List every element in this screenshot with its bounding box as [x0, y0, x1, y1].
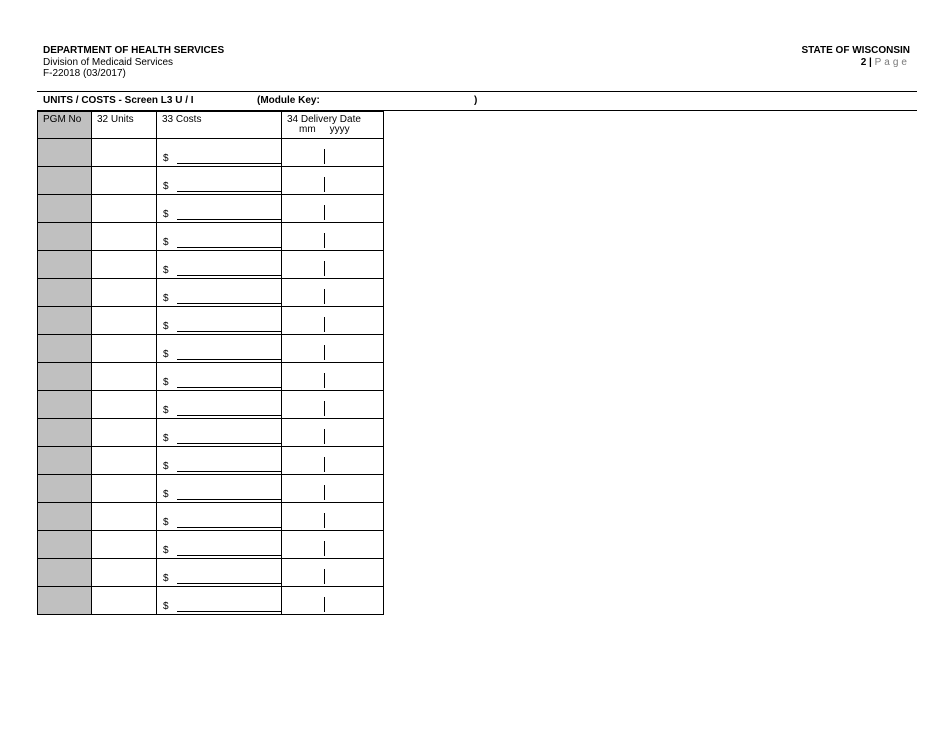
table-row: [38, 307, 384, 335]
pgm-no-cell[interactable]: [38, 531, 92, 559]
costs-header: 33 Costs: [157, 112, 282, 139]
table-row: [38, 223, 384, 251]
cost-underline: [177, 303, 281, 304]
table-row: [38, 531, 384, 559]
costs-cell[interactable]: [157, 335, 282, 363]
date-divider: [324, 261, 325, 276]
date-divider: [324, 149, 325, 164]
pgm-no-cell[interactable]: [38, 559, 92, 587]
units-cell[interactable]: [92, 223, 157, 251]
pgm-no-cell[interactable]: [38, 475, 92, 503]
costs-cell[interactable]: [157, 251, 282, 279]
table-row: [38, 587, 384, 615]
pgm-no-cell[interactable]: [38, 139, 92, 167]
page-word: Page: [874, 57, 910, 68]
units-costs-table: [37, 111, 384, 615]
page-indicator: [801, 57, 910, 69]
dollar-sign: $: [163, 181, 169, 192]
date-divider: [324, 485, 325, 500]
table-row: [38, 335, 384, 363]
costs-cell[interactable]: [157, 139, 282, 167]
costs-cell[interactable]: [157, 363, 282, 391]
cost-underline: [177, 555, 281, 556]
delivery-date-cell[interactable]: [282, 139, 384, 167]
delivery-date-cell[interactable]: [282, 223, 384, 251]
units-cell[interactable]: [92, 447, 157, 475]
mm-label: mm: [299, 124, 316, 135]
dollar-sign: $: [163, 321, 169, 332]
costs-cell[interactable]: [157, 223, 282, 251]
table-row: [38, 391, 384, 419]
costs-cell[interactable]: [157, 419, 282, 447]
table-row: [38, 475, 384, 503]
pgm-no-cell[interactable]: [38, 447, 92, 475]
delivery-date-cell[interactable]: [282, 475, 384, 503]
delivery-date-cell[interactable]: [282, 391, 384, 419]
units-cell[interactable]: [92, 195, 157, 223]
units-cell[interactable]: [92, 363, 157, 391]
costs-cell[interactable]: [157, 503, 282, 531]
delivery-date-cell[interactable]: [282, 503, 384, 531]
cost-underline: [177, 219, 281, 220]
costs-cell[interactable]: [157, 307, 282, 335]
dollar-sign: $: [163, 349, 169, 360]
form-header-right: [801, 45, 910, 69]
delivery-date-header: [282, 112, 384, 139]
dollar-sign: $: [163, 433, 169, 444]
pgm-no-cell[interactable]: [38, 363, 92, 391]
yyyy-label: yyyy: [329, 124, 350, 135]
dollar-sign: $: [163, 545, 169, 556]
pgm-no-cell[interactable]: [38, 391, 92, 419]
date-divider: [324, 597, 325, 612]
cost-underline: [177, 387, 281, 388]
units-cell[interactable]: [92, 279, 157, 307]
cost-underline: [177, 583, 281, 584]
dollar-sign: $: [163, 405, 169, 416]
form-header-left: [43, 45, 224, 80]
costs-cell[interactable]: [157, 559, 282, 587]
dollar-sign: $: [163, 461, 169, 472]
cost-underline: [177, 331, 281, 332]
units-cell[interactable]: [92, 307, 157, 335]
delivery-date-cell[interactable]: [282, 419, 384, 447]
module-key-close: ): [474, 95, 478, 106]
dollar-sign: $: [163, 153, 169, 164]
date-divider: [324, 205, 325, 220]
delivery-date-cell[interactable]: [282, 363, 384, 391]
units-cell[interactable]: [92, 391, 157, 419]
costs-cell[interactable]: [157, 391, 282, 419]
dollar-sign: $: [163, 601, 169, 612]
pgm-no-cell[interactable]: [38, 195, 92, 223]
table-header-row: [38, 112, 384, 139]
section-top-rule: [37, 91, 917, 92]
units-cell[interactable]: [92, 475, 157, 503]
pgm-no-cell[interactable]: [38, 279, 92, 307]
delivery-date-cell[interactable]: [282, 167, 384, 195]
table-row: [38, 363, 384, 391]
cost-underline: [177, 443, 281, 444]
pgm-no-cell[interactable]: [38, 335, 92, 363]
date-divider: [324, 457, 325, 472]
table-row: [38, 167, 384, 195]
dollar-sign: $: [163, 293, 169, 304]
delivery-date-cell[interactable]: [282, 251, 384, 279]
costs-cell[interactable]: [157, 279, 282, 307]
table-row: [38, 447, 384, 475]
pgm-no-cell[interactable]: [38, 167, 92, 195]
delivery-date-cell[interactable]: [282, 559, 384, 587]
table-row: [38, 559, 384, 587]
costs-cell[interactable]: [157, 587, 282, 615]
pgm-no-cell[interactable]: [38, 587, 92, 615]
dollar-sign: $: [163, 237, 169, 248]
delivery-date-cell[interactable]: [282, 335, 384, 363]
date-divider: [324, 401, 325, 416]
date-divider: [324, 233, 325, 248]
units-cell[interactable]: [92, 419, 157, 447]
date-divider: [324, 569, 325, 584]
units-cell[interactable]: [92, 503, 157, 531]
department-name: DEPARTMENT OF HEALTH SERVICES: [43, 45, 225, 56]
module-key-label: (Module Key:: [257, 95, 320, 106]
cost-underline: [177, 527, 281, 528]
cost-underline: [177, 415, 281, 416]
dollar-sign: $: [163, 573, 169, 584]
costs-cell[interactable]: [157, 167, 282, 195]
units-cell[interactable]: [92, 559, 157, 587]
cost-underline: [177, 611, 281, 612]
division-name: Division of Medicaid Services: [43, 56, 174, 68]
delivery-date-label: 34 Delivery Date: [287, 114, 361, 125]
pgm-no-cell[interactable]: [38, 419, 92, 447]
cost-underline: [177, 247, 281, 248]
form-id: F-22018 (03/2017): [43, 68, 126, 79]
date-divider: [324, 177, 325, 192]
cost-underline: [177, 471, 281, 472]
table-row: [38, 139, 384, 167]
state-name: STATE OF WISCONSIN: [801, 45, 910, 56]
table-row: [38, 419, 384, 447]
table-row: [38, 279, 384, 307]
page-separator: |: [869, 57, 872, 68]
cost-underline: [177, 191, 281, 192]
costs-cell[interactable]: [157, 195, 282, 223]
pgm-no-header: PGM No: [38, 112, 92, 139]
dollar-sign: $: [163, 209, 169, 220]
table-row: [38, 503, 384, 531]
delivery-date-cell[interactable]: [282, 447, 384, 475]
delivery-date-cell[interactable]: [282, 307, 384, 335]
cost-underline: [177, 163, 281, 164]
section-title: UNITS / COSTS - Screen L3 U / I: [43, 95, 194, 106]
delivery-date-cell[interactable]: [282, 195, 384, 223]
units-cell[interactable]: [92, 531, 157, 559]
dollar-sign: $: [163, 517, 169, 528]
date-divider: [324, 289, 325, 304]
delivery-date-cell[interactable]: [282, 279, 384, 307]
dollar-sign: $: [163, 489, 169, 500]
table-row: [38, 195, 384, 223]
units-header: 32 Units: [92, 112, 157, 139]
dollar-sign: $: [163, 377, 169, 388]
pgm-no-cell[interactable]: [38, 307, 92, 335]
date-divider: [324, 541, 325, 556]
cost-underline: [177, 359, 281, 360]
costs-cell[interactable]: [157, 475, 282, 503]
units-cell[interactable]: [92, 251, 157, 279]
units-cell[interactable]: [92, 167, 157, 195]
date-divider: [324, 429, 325, 444]
delivery-date-cell[interactable]: [282, 587, 384, 615]
pgm-no-cell[interactable]: [38, 223, 92, 251]
dollar-sign: $: [163, 265, 169, 276]
cost-underline: [177, 275, 281, 276]
costs-cell[interactable]: [157, 531, 282, 559]
units-cell[interactable]: [92, 139, 157, 167]
page-number: 2: [860, 57, 867, 68]
costs-cell[interactable]: [157, 447, 282, 475]
date-divider: [324, 373, 325, 388]
pgm-no-cell[interactable]: [38, 503, 92, 531]
date-divider: [324, 317, 325, 332]
table-row: [38, 251, 384, 279]
pgm-no-cell[interactable]: [38, 251, 92, 279]
units-cell[interactable]: [92, 587, 157, 615]
units-cell[interactable]: [92, 335, 157, 363]
cost-underline: [177, 499, 281, 500]
date-divider: [324, 345, 325, 360]
delivery-date-cell[interactable]: [282, 531, 384, 559]
date-divider: [324, 513, 325, 528]
